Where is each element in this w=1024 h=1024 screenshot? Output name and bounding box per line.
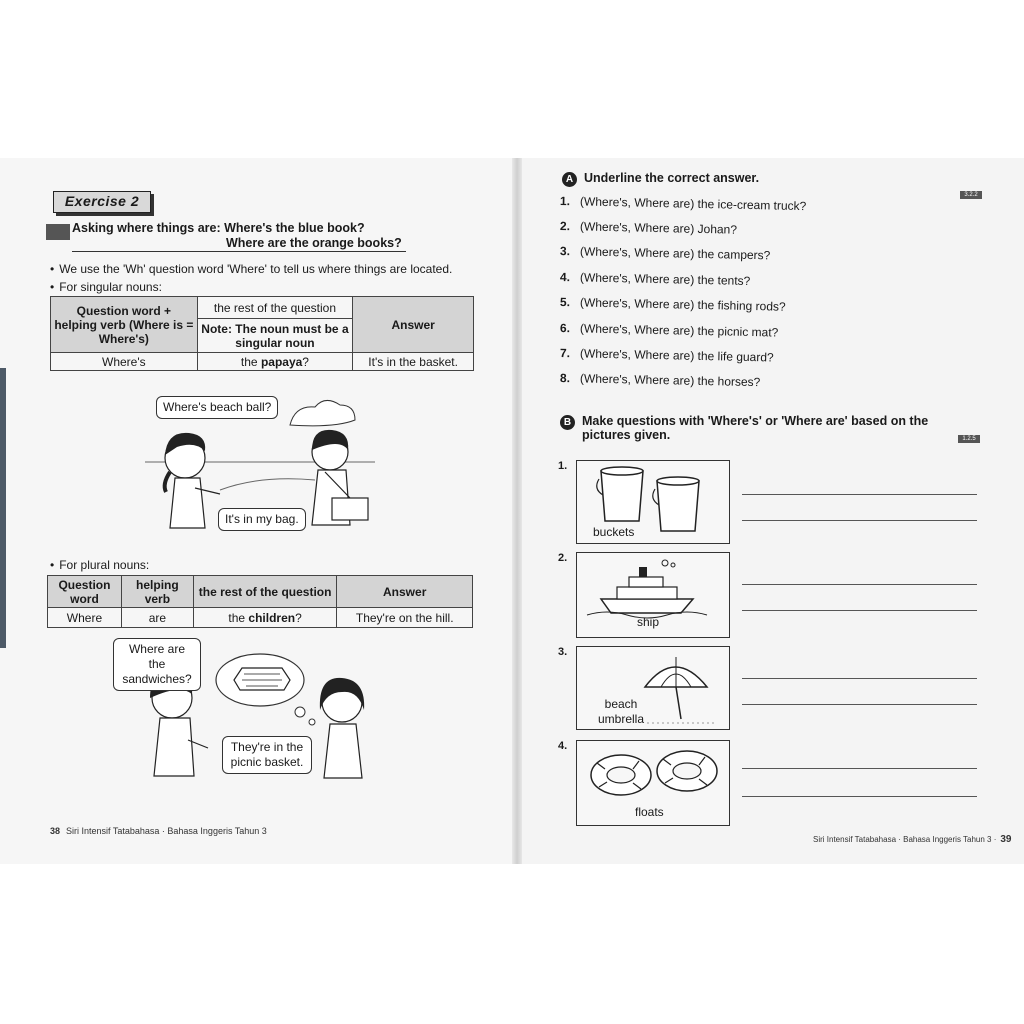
page-number: 38: [50, 826, 61, 836]
singular-nouns-table: [50, 296, 474, 371]
section-b-tag: 1.2.5: [958, 435, 980, 443]
page-number: 39: [1000, 834, 1012, 845]
picnic-basket-icon: [234, 668, 290, 690]
plural-nouns-table: [47, 575, 473, 628]
question-text: (Where's, Where are) Johan?: [579, 219, 738, 237]
topic-heading-line2: Where are the orange books?: [226, 236, 402, 250]
answer-line[interactable]: [742, 678, 977, 679]
footer-text: Siri Intensif Tatabahasa · Bahasa Inggeris Tahun 3 ·: [813, 835, 997, 844]
section-a-badge: A: [562, 172, 577, 187]
cell-text: ?: [302, 354, 309, 369]
speech-bubble-my-bag: It's in my bag.: [218, 508, 306, 531]
table-row: [51, 353, 474, 371]
table-cell: It's in the basket.: [353, 353, 474, 371]
question-number: 2.: [559, 219, 571, 234]
bullet-plural-nouns: • For plural nouns:: [50, 558, 149, 572]
question-text: (Where's, Where are) the ice-cream truck?: [579, 194, 807, 214]
answer-line[interactable]: [742, 584, 977, 585]
question-number: 7.: [559, 346, 571, 361]
table-header-answer: Answer: [337, 576, 473, 608]
footer-text: Siri Intensif Tatabahasa · Bahasa Inggeris Tahun 3: [66, 826, 267, 836]
girl-figure: [320, 678, 364, 778]
speech-bubble-picnic-basket: They're in the picnic basket.: [222, 736, 312, 774]
question-number: 6.: [559, 321, 571, 336]
picture-number: 1.: [558, 460, 568, 472]
bullet-wh-explanation: • We use the 'Wh' question word 'Where' to tell us where things are located.: [50, 262, 452, 276]
cell-noun: children: [248, 610, 296, 625]
topic-divider: [72, 251, 406, 252]
section-a-tag: 3.2.2: [960, 191, 982, 199]
question-text: (Where's, Where are) the fishing rods?: [579, 295, 786, 314]
table-header-question-word: Question word: [48, 576, 122, 608]
left-page-footer: [50, 826, 267, 836]
table-cell: are: [121, 608, 193, 628]
cell-noun: papaya: [260, 354, 303, 369]
girl-figure: [165, 433, 220, 528]
answer-line[interactable]: [742, 494, 977, 495]
table-header-helping-verb: helping verb: [121, 576, 193, 608]
question-text: (Where's, Where are) the tents?: [579, 270, 751, 288]
cell-text: ?: [295, 610, 302, 625]
picture-box-floats: [576, 740, 730, 826]
table-cell: Where: [48, 608, 122, 628]
answer-line[interactable]: [742, 768, 977, 769]
picture-number: 2.: [558, 552, 568, 564]
answer-line[interactable]: [742, 520, 977, 521]
question-number: 8.: [559, 371, 571, 386]
picture-label: beach umbrella: [597, 697, 645, 726]
exercise-badge: Exercise 2: [53, 191, 151, 213]
table-header-rest-of-question: the rest of the question: [193, 576, 337, 608]
question-text: (Where's, Where are) the horses?: [579, 371, 761, 390]
table-header-answer: Answer: [353, 297, 474, 353]
section-b-title-line1: Make questions with 'Where's' or 'Where are' based on the: [582, 414, 929, 428]
answer-line[interactable]: [742, 704, 977, 705]
question-number: 4.: [559, 270, 571, 285]
picture-number: 3.: [558, 646, 568, 658]
speech-bubble-beach-ball: Where's beach ball?: [156, 396, 278, 419]
answer-line[interactable]: [742, 610, 977, 611]
section-a-title: Underline the correct answer.: [584, 171, 760, 185]
table-cell: [197, 353, 353, 371]
table-cell: [193, 608, 337, 628]
picture-box-ship: [576, 552, 730, 638]
table-row: [48, 608, 473, 628]
page-edge-shadow: [0, 368, 6, 648]
book-spread: [0, 158, 1024, 864]
topic-marker-icon: [46, 224, 70, 240]
bag-icon: [332, 498, 368, 520]
picture-label: ship: [637, 615, 660, 629]
table-header-rest-of-question: the rest of the question: [197, 297, 353, 319]
question-text: (Where's, Where are) the campers?: [579, 244, 771, 263]
section-b-title-line2: pictures given.: [582, 428, 671, 442]
right-page-footer: [813, 834, 1012, 845]
table-header-question-word: Question word + helping verb (Where is = Where's): [51, 297, 198, 353]
picture-box-beach-umbrella: [576, 646, 730, 730]
topic-heading-line1: Asking where things are: Where's the blue book?: [72, 221, 365, 235]
cell-text: the: [228, 610, 249, 625]
question-number: 1.: [559, 194, 571, 209]
question-number: 3.: [559, 244, 571, 259]
section-b-badge: B: [560, 415, 575, 430]
question-text: (Where's, Where are) the life guard?: [579, 346, 774, 365]
left-page: [0, 158, 516, 864]
bullet-singular-nouns: • For singular nouns:: [50, 280, 162, 294]
speech-bubble-sandwiches: Where are the sandwiches?: [113, 638, 201, 691]
picture-box-buckets: [576, 460, 730, 544]
cell-text: the: [240, 354, 261, 369]
picture-label: buckets: [593, 525, 635, 539]
picture-label: floats: [635, 805, 664, 819]
table-header-note: Note: The noun must be a singular noun: [197, 319, 353, 353]
question-text: (Where's, Where are) the picnic mat?: [579, 321, 779, 340]
question-number: 5.: [559, 295, 571, 310]
table-cell: Where's: [51, 353, 198, 371]
picture-number: 4.: [558, 740, 568, 752]
table-cell: They're on the hill.: [337, 608, 473, 628]
boy-figure: [312, 430, 368, 525]
answer-line[interactable]: [742, 796, 977, 797]
